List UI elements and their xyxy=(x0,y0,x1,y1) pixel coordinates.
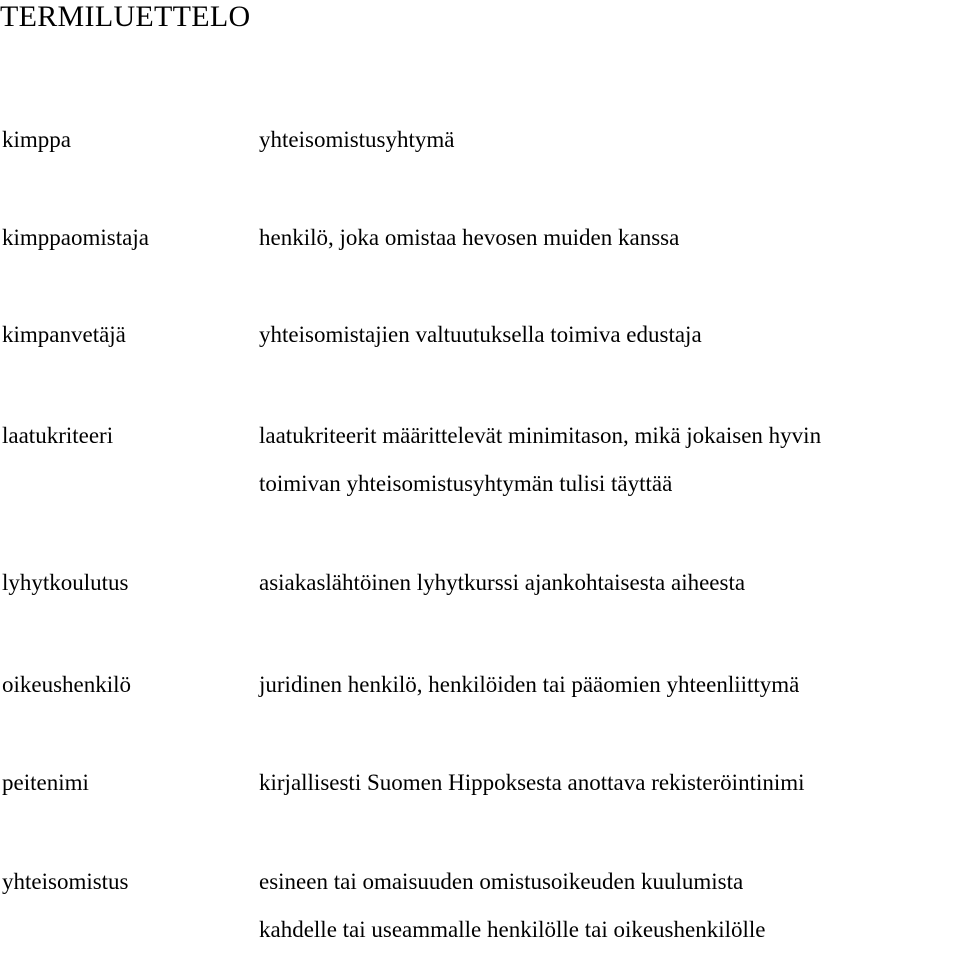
term-name: oikeushenkilö xyxy=(2,672,132,697)
definition-line: kahdelle tai useammalle henkilölle tai oikeushenkilölle xyxy=(259,917,766,942)
definition-line: kirjallisesti Suomen Hippoksesta anottava rekisteröintinimi xyxy=(259,770,805,795)
definition-line: yhteisomistajien valtuutuksella toimiva edustaja xyxy=(259,322,702,347)
term-name: kimppaomistaja xyxy=(2,225,149,250)
term-definition xyxy=(259,661,959,709)
term-name: kimppa xyxy=(2,127,71,152)
definition-line: juridinen henkilö, henkilöiden tai pääomien yhteenliittymä xyxy=(259,672,800,697)
term-name: yhteisomistus xyxy=(2,869,129,894)
term-definition xyxy=(259,759,959,807)
term-name: kimpanvetäjä xyxy=(2,322,126,347)
term-definition xyxy=(259,116,959,164)
term-definition xyxy=(259,412,959,508)
definition-line: asiakaslähtöinen lyhytkurssi ajankohtaisesta aiheesta xyxy=(259,570,746,595)
term-name: laatukriteeri xyxy=(2,423,114,448)
term-name: peitenimi xyxy=(2,770,89,795)
definition-line: toimivan yhteisomistusyhtymän tulisi täyttää xyxy=(259,471,673,496)
definition-line: laatukriteerit määrittelevät minimitason, mikä jokaisen hyvin xyxy=(259,423,822,448)
term-definition xyxy=(259,858,959,954)
term-definition xyxy=(259,559,959,607)
term-definition xyxy=(259,311,959,359)
definition-line: henkilö, joka omistaa hevosen muiden kanssa xyxy=(259,225,680,250)
term-name: lyhytkoulutus xyxy=(2,570,129,595)
term-definition xyxy=(259,214,959,262)
definition-line: esineen tai omaisuuden omistusoikeuden kuulumista xyxy=(259,869,744,894)
page-title: TERMILUETTELO xyxy=(0,0,251,33)
definition-line: yhteisomistusyhtymä xyxy=(259,127,455,152)
